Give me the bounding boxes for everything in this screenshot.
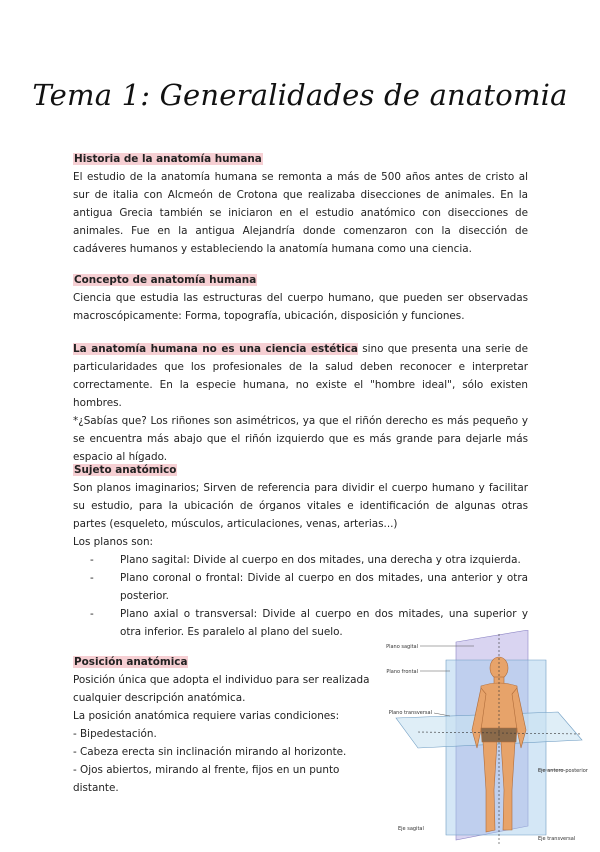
section-historia [73, 150, 528, 258]
posicion-line: - Ojos abiertos, mirando al frente, fijos en un punto distante. [73, 764, 340, 794]
sujeto-intro: Los planos son: [73, 536, 154, 548]
page-title: Tema 1: Generalidades de anatomia [32, 78, 568, 112]
no-estetica-highlight: La anatomía humana no es una ciencia estética [73, 343, 358, 355]
sujeto-text: Son planos imaginarios; Sirven de referencia para dividir el cuerpo humano y facilitar su estudio, para la ubicación de órganos vitales e identificación de algunas otras partes (esqueleto, músculos, articulaciones, venas, arterias...) [73, 482, 528, 530]
section-heading-historia: Historia de la anatomía humana [74, 153, 262, 165]
section-heading-posicion: Posición anatómica [74, 656, 188, 668]
anatomical-planes-figure [378, 630, 600, 848]
section-posicion [73, 653, 378, 797]
concepto-text: Ciencia que estudia las estructuras del cuerpo humano, que pueden ser observadas macroscópicamente: Forma, topografía, ubicación, disposición y funciones. [73, 292, 528, 322]
plane-item: - Plano axial o transversal: Divide al cuerpo en dos mitades, una superior y otra inferior. Es paralelo al plano del suelo. [90, 605, 528, 641]
no-estetica-paragraph [73, 340, 528, 412]
label-sagital: Plano sagital [386, 644, 418, 650]
label-eje-ap: Eje antero-posterior [538, 768, 588, 774]
posicion-line: La posición anatómica requiere varias condiciones: [73, 710, 340, 722]
no-estetica-text: sino que presenta una serie de particularidades que los profesionales de la salud deben reconocer e interpretar correctamente. En la especie humana, no existe el "hombre ideal", sólo existen hombres. [73, 343, 528, 409]
posicion-line: cualquier descripción anatómica. [73, 692, 246, 704]
posicion-line: - Cabeza erecta sin inclinación mirando al horizonte. [73, 746, 347, 758]
section-no-estetica [73, 340, 528, 466]
posicion-line: Posición única que adopta el individuo para ser realizada [73, 674, 370, 686]
label-eje-transversal: Eje transversal [538, 836, 576, 842]
historia-text: El estudio de la anatomía humana se remonta a más de 500 años antes de cristo al sur de italia con Alcmeón de Crotona que realizaba disecciones de animales. En la antigua Grecia también se iniciaron en el estudio anatómico con disecciones de animales. Fue en la antigua Alejandría donde comenzaron con la disección de cadáveres humanos y estableciendo la anatomía humana como una ciencia. [73, 171, 528, 255]
plane-item: - Plano sagital: Divide al cuerpo en dos mitades, una derecha y otra izquierda. [90, 551, 528, 569]
posicion-line: - Bipedestación. [73, 728, 157, 740]
section-heading-concepto: Concepto de anatomía humana [74, 274, 257, 286]
label-transversal: Plano transversal [388, 710, 432, 716]
no-estetica-note: *¿Sabías que? Los riñones son asimétricos, ya que el riñón derecho es más pequeño y se encuentra más abajo que el riñón izquierdo que es más grande para dejarle más espacio al hígado. [73, 415, 528, 463]
section-sujeto [73, 461, 528, 641]
plane-item: - Plano coronal o frontal: Divide al cuerpo en dos mitades, una anterior y otra posterior. [90, 569, 528, 605]
section-concepto [73, 271, 528, 325]
label-frontal: Plano frontal [386, 669, 418, 675]
label-eje-sagital: Eje sagital [398, 826, 424, 832]
planes-list [73, 551, 528, 641]
section-heading-sujeto: Sujeto anatómico [74, 464, 177, 476]
